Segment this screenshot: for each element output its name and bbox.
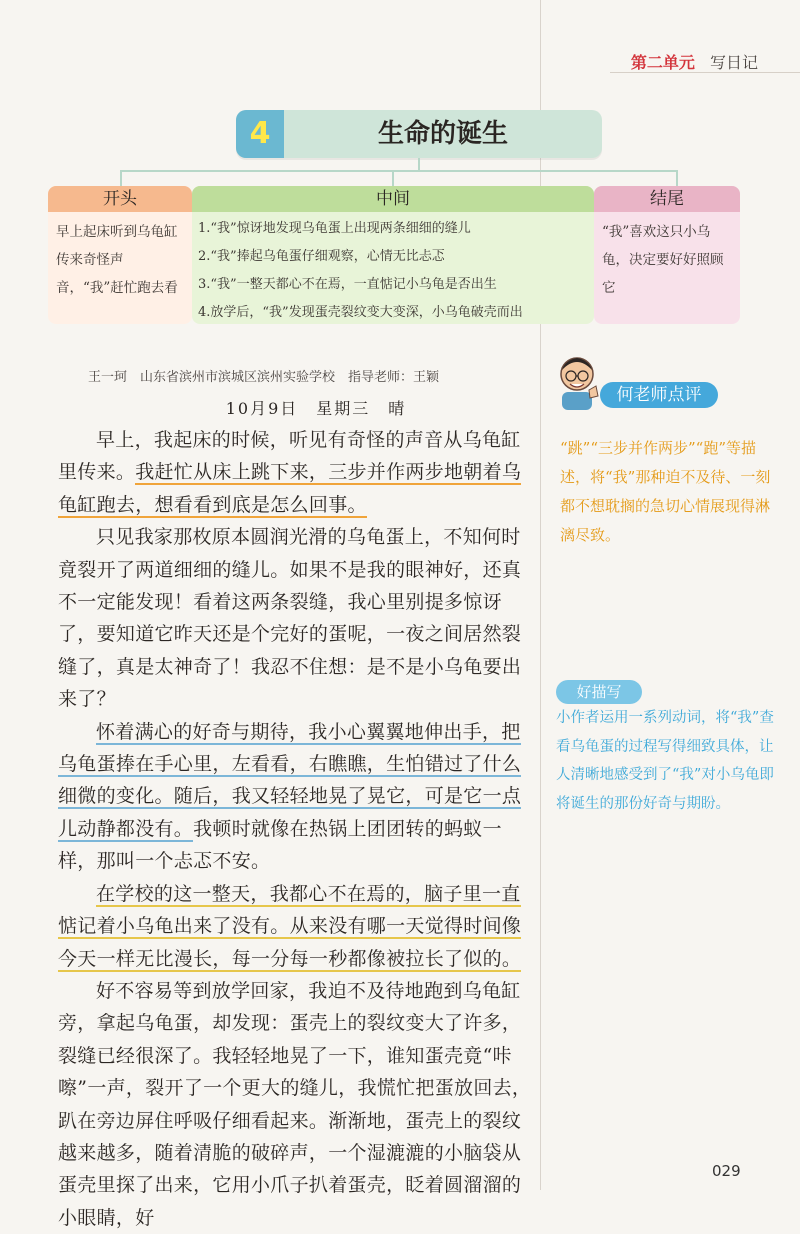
outline-middle-item: 1.“我”惊讶地发现乌龟蛋上出现两条细细的缝儿 [198, 221, 471, 236]
good-description-tag: 好描写 [556, 680, 642, 704]
author-byline: 王一珂 山东省滨州市滨城区滨州实验学校 指导老师：王颖 [88, 370, 440, 385]
outline-connector-right [676, 170, 678, 186]
outline-start [48, 186, 192, 324]
outline-connector [120, 170, 676, 172]
lesson-number: 4 [236, 110, 284, 158]
outline-connector-middle [392, 170, 394, 186]
essay-body [58, 424, 538, 1234]
sidebar-divider [540, 0, 541, 1190]
page-title: 生命的诞生 [377, 119, 508, 149]
outline-connector-stem [418, 158, 420, 170]
page-header [631, 50, 758, 73]
diary-date: 10月9日 星期三 晴 [225, 399, 407, 418]
essay-paragraph [58, 716, 538, 878]
essay-text: 早上，我起床的时候，听见有奇怪的声音从乌龟缸里传来。 [58, 429, 521, 484]
highlight-yellow: 在学校的这一整天，我都心不在焉的，脑子里一直惦记着小乌龟出来了没有。从来没有哪一天觉得时间像今天一样无比漫长，每一分每一秒都像被拉长了似的。 [58, 882, 522, 970]
unit-label: 第二单元 [630, 53, 695, 72]
outline-middle-item: 4.放学后，“我”发现蛋壳裂纹变大变深，小乌龟破壳而出 [198, 305, 523, 320]
outline-end [594, 186, 740, 324]
outline-middle [192, 186, 594, 324]
essay-text: 我顿时就像在热锅上团团转的蚂蚁一样，那叫一个忐忑不安。 [58, 817, 502, 873]
highlight-orange: 我赶忙从床上跳下来，三步并作两步地朝着乌龟缸跑去，想看看到底是怎么回事。 [58, 461, 522, 516]
page-number: 029 [712, 1162, 741, 1180]
outline-start-text: 早上起床听到乌龟缸传来奇怪声音，“我”赶忙跑去看 [56, 224, 178, 296]
outline-start-heading: 开头 [48, 186, 192, 212]
outline-connector-left [120, 170, 122, 186]
essay-paragraph [58, 878, 538, 975]
teacher-avatar-icon [554, 352, 600, 412]
topic-label: 写日记 [709, 53, 758, 72]
outline-middle-heading: 中间 [192, 186, 594, 212]
outline-middle-item: 2.“我”捧起乌龟蛋仔细观察，心情无比忐忑 [198, 249, 445, 264]
outline-middle-item: 3.“我”一整天都心不在焉，一直惦记小乌龟是否出生 [198, 277, 497, 292]
teacher-comment-2: 小作者运用一系列动词，将“我”查看乌龟蛋的过程写得细致具体，让人清晰地感受到了“我”对小乌龟即将诞生的那份好奇与期盼。 [556, 710, 774, 812]
outline-end-heading: 结尾 [594, 186, 740, 212]
teacher-comment-tag: 何老师点评 [600, 382, 718, 408]
essay-paragraph: 好不容易等到放学回家，我迫不及待地跑到乌龟缸旁，拿起乌龟蛋，却发现：蛋壳上的裂纹变大了许多，裂缝已经很深了。我轻轻地晃了一下，谁知蛋壳竟“咔嚓”一声，裂开了一个更大的缝儿，我慌忙把蛋放回去，趴在旁边屏住呼吸仔细看起来。渐渐地，蛋壳上的裂纹越来越多，随着清脆的破碎声，一个湿漉漉的小脑袋从蛋壳里探了出来，它用小爪子扒着蛋壳，眨着圆溜溜的小眼睛，好 [58, 979, 532, 1229]
highlight-blue: 怀着满心的好奇与期待，我小心翼翼地伸出手，把乌龟蛋捧在手心里，左看看，右瞧瞧，生怕错过了什么细微的变化。随后，我又轻轻地晃了晃它，可是它一点儿动静都没有。 [58, 720, 522, 840]
teacher-comment-1: “跳”“三步并作两步”“跑”等描述，将“我”那种迫不及待、一刻都不想耽搁的急切心情展现得淋漓尽致。 [560, 439, 771, 544]
essay-paragraph: 只见我家那枚原本圆润光滑的乌龟蛋上，不知何时竟裂开了两道细细的缝儿。如果不是我的眼神好，还真不一定能发现！看着这两条裂缝，我心里别提多惊讶了，要知道它昨天还是个完好的蛋呢，一夜之间居然裂缝了，真是太神奇了！我忍不住想：是不是小乌龟要出来了？ [58, 526, 522, 711]
essay-paragraph [58, 424, 538, 521]
outline-end-text: “我”喜欢这只小乌龟，决定要好好照顾它 [602, 224, 724, 296]
header-rule [610, 72, 800, 73]
outline-middle-list [192, 212, 594, 324]
